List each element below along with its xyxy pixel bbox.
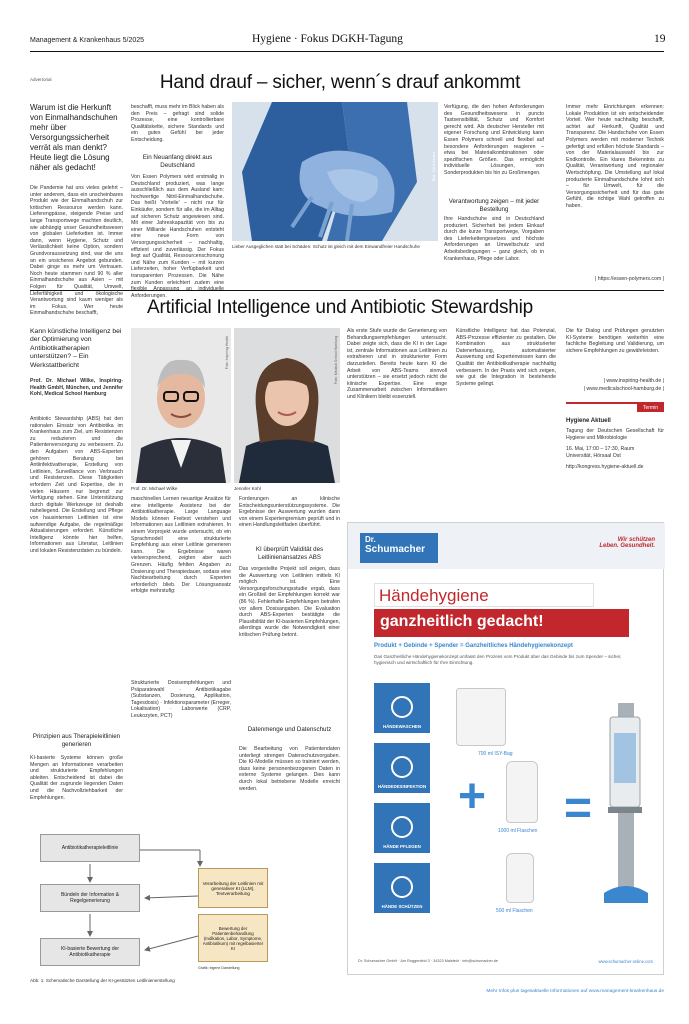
ad-row-desinfektion	[374, 743, 430, 793]
dispenser-illustration	[604, 703, 648, 913]
dispenser-icon	[604, 703, 648, 913]
diagram-box-leitlinie	[40, 834, 140, 862]
article2-col1b: KI-basierte Systeme können große Mengen an Informationen verarbeiten und strukturierte Empfehlungen ableiten. Entscheidend ist dabei die Qualität der zugrunde liegenden Daten und die Nachvollziehbarkeit der Empfehlungen.	[30, 755, 123, 801]
gloves-photo-credit: Bild: Gerd Sauter	[432, 152, 436, 182]
ad-row-waschen	[374, 683, 430, 733]
disinfect-icon	[391, 756, 413, 778]
article1-headline: Hand drauf – sicher, wenn´s drauf ankommt	[159, 72, 521, 93]
article1-kicker: Advertorial	[30, 77, 52, 82]
article2-col3c: Die Bearbeitung von Patientendaten unterliegt strengen Datenschutzvorgaben. Die KI-Modelle müssen so trainiert werden, dass keine personenbezogenen Daten in externe Systeme gelangen. Dies kann durch lokal betriebene Modelle erreicht werden.	[239, 746, 340, 792]
gloves-illustration	[232, 102, 438, 241]
bottle-isy-bag	[456, 688, 506, 746]
gloves-photo	[232, 102, 438, 241]
article2-headline: Artificial Intelligence und Antibiotic Stewardship	[146, 297, 534, 318]
ad-schumacher[interactable]	[347, 522, 664, 975]
care-icon	[391, 816, 413, 838]
diagram-box-verarbeitung	[198, 868, 268, 908]
diagram-box-patient-label: Bewertung der Patientenbehandlung (Indikation, Labor, Symptome, Antibiotikum) mit regelbasierter KI	[202, 925, 264, 951]
header-rule	[30, 51, 664, 52]
bottle-500ml	[506, 853, 534, 903]
article1-col4: Immer mehr Einrichtungen erkennen: Lokale Produktion ist ein entscheidender Vorteil. Wer heute nachhaltig beschafft, achtet auf Herkunft, Qualität und Transparenz. Die Handschuhe von Essen Polymers werden mit moderner Technik gefertigt und erfüllen höchste Standards – von der Materialauswahl bis zur Endkontrolle. Ein klares Bekenntnis zu Qualität, Verantwortung und regionaler Wertschöpfung. Die Umstellung auf lokal produzierte Einmalhandschuhe lohnt sich – für Umwelt, für die Versorgungssicherheit und für das gute Gefühl, die richtige Wahl getroffen zu haben.	[566, 104, 664, 209]
author-photo-kohl-credit: Foto: Medical School Hamburg	[334, 336, 338, 385]
article2-col3b: Das vorgestellte Projekt soll zeigen, dass die Auswertung von Leitlinien mittels KI möglich ist. Eine Versorgungsforschungsstudie ergab, dass ein Großteil der Empfehlungen korrekt war (86 %). Fehlerhafte Empfehlungen betrafen vor allem Dosisangaben. Die Evaluation durch ABS-Experten bestätigte die Plausibilität der KI-basierten Empfehlungen, allerdings wurde die Notwendigkeit einer kritischen Prüfung betont.	[239, 566, 340, 638]
diagram-box-bewertung-label: KI-basierte Bewertung der Antibiotikatherapie	[60, 946, 120, 958]
diagram-box-leitlinie-label: Antibiotikatherapieleitlinie	[61, 845, 119, 851]
article1-col2: beschafft, muss mehr im Blick haben als den Preis – gefragt sind solide Prozesse, eine kontrollierbare Qualitätskette, sichere Standards und ein gutes Gefühl bei jeder Entscheidung.	[131, 104, 224, 143]
author-photo-kohl	[234, 328, 340, 483]
article2-col2: maschinellen Lernen neuartige Ansätze für eine intelligente Assistenz bei der Antibiotikatherapie. Large Language Models können Freitext verstehen und Informationen aus Leitlinien extrahieren. In einem Vorprojekt wurde untersucht, ob ein Sprachmodell eine strukturierte Empfehlung aus einer Leitlinie generieren kann. Die Ergebnisse waren vielversprechend, zeigten aber auch Grenzen. Häufig fehlten Angaben zu Dosierung und Therapiedauer, sodass eine Nachbearbeitung durch Experten erforderlich blieb. Der Lösungsansatz erfolgte mehrstufig:	[131, 496, 231, 595]
article2-col1: Antibiotic Stewardship (ABS) hat den rationalen Einsatz von Antibiotika im Krankenhaus zum Ziel, um Resistenzen zu reduzieren und die Patientenversorgung zu verbessern. Zu den Aufgaben von ABS-Experten gehören: Beratung bei Antiinfektivatherapie, Erstellung von Leitlinien, Surveillance von Verbrauch und Resistenzen. Diese Tätigkeiten erfordern Zeit und Expertise, die in vielen Häusern nur begrenzt zur Verfügung stehen. Eine Unterstützung durch digitale Werkzeuge ist deshalb naheliegend. Die Erstellung und Pflege von hausinternen Leitlinien ist eine aufwendige Aufgabe, die regelmäßige Aktualisierungen erfordert. Künstliche Intelligenz könnte hier helfen, Informationen aus Literatur, Leitlinien und lokalen Resistenzdaten zu bündeln.	[30, 416, 123, 554]
section-title: Hygiene · Fokus DGKH-Tagung	[252, 33, 403, 45]
equals-icon: =	[564, 782, 593, 835]
ad-brand-band	[348, 523, 665, 569]
author-photo-wilke-caption: Prof. Dr. Michael Wilke	[131, 486, 178, 491]
ad-row-schuetzen-label: HÄNDE SCHÜTZEN	[381, 904, 423, 909]
ad-slogan	[599, 537, 655, 549]
bottle-1000ml	[506, 761, 538, 823]
termin-label: Termin	[637, 404, 664, 412]
termin-date: 16. Mai, 17:00 – 17:30, Raum	[566, 446, 635, 452]
footer-note[interactable]: Mehr Infos plus tagesaktuelle Informationen auf www.management-krankenhaus.de	[486, 989, 664, 994]
article2-col6: Die für Dialog und Prüfungen genutzten KI-Systeme benötigen weiterhin eine fachliche Begleitung und Validierung, um sichere Empfehlungen zu gewährleisten.	[566, 328, 664, 354]
ad-row-waschen-label: HÄNDEWASCHEN	[382, 724, 422, 729]
protect-icon	[391, 876, 413, 898]
diagram-box-patient	[198, 914, 268, 962]
author-photo-kohl-caption: Jennifer Kohl	[234, 486, 261, 491]
ad-brand-line1: Dr.	[365, 535, 376, 544]
article2-subhead2: KI überprüft Validität des Leitlinienansatzes ABS	[255, 546, 324, 561]
article1-col2b: Von Essen Polymers wird erstmalig in Deutschland produziert, was lange ausschließlich aus dem Ausland kam: hochwertige Nitril-Einmalhandschuhe. Das heißt 'Vorteile' – nicht nur für Einkäufer, sondern für alle, die im Alltag auf sicheren Schutz angewiesen sind. Mit einer Jahreskapazität von bis zu einer Milliarde Handschuhen entsteht eine neue Form von Versorgungssicherheit – nachhaltig, effizient und zuverlässig. Der Fokus liegt auf Qualität, Ressourcenschonung und Nähe zum Kunden – mit kurzen Lieferzeiten, hoher Verfügbarkeit und transparenten Prozessen. Die Nähe zum Kunden erleichtert zudem eine Anforderungen.	[131, 174, 224, 299]
termin-link[interactable]: http://kongress.hygiene-aktuell.de	[566, 464, 644, 470]
article2-source2: | www.medicalschool-hamburg.de |	[583, 386, 664, 392]
termin-place: Universität, Hörsaal Ost	[566, 453, 621, 459]
gloves-photo-caption: Lieber Ausgeglichen statt bei Schäden: Schutz ist gleich mit dem Einwandfreier Handschuhe	[232, 244, 420, 249]
diagram-box-bewertung	[40, 938, 140, 966]
article2-lead: Kann künstliche Intelligenz bei der Optimierung von Antibiotikatherapien unterstützen? – Ein Werkstattbericht	[30, 328, 122, 369]
ad-row-pflegen-label: HÄNDE PFLEGEN	[383, 844, 421, 849]
article2-source: | www.inspiring-health.de |	[603, 378, 664, 384]
ad-subtitle: ganzheitlich gedacht!	[374, 609, 629, 637]
article2-subhead3: Datenmenge und Datenschutz	[247, 726, 332, 733]
article2-col2-list: Strukturierte Dosisempfehlungen und Präparatewahl · Antibiotikagabe (Substanzen, Dosierung, Applikation, Tagesdosis) · Infektionsparameter (Erreger, Lokalisation) · Laborwerte (CRP, Leukozyten, PCT)	[131, 680, 231, 719]
termin-box	[566, 402, 664, 512]
termin-desc: Tagung der Deutschen Gesellschaft für Hygiene und Mikrobiologie	[566, 428, 664, 441]
ad-concept: Produkt + Gebinde + Spender = Ganzheitliches Händehygienekonzept	[374, 643, 573, 649]
page-number: 19	[654, 33, 666, 45]
article2-col3: Forderungen an klinische Entscheidungsunterstützungssysteme. Die Ergebnisse der Auswertung wurden dann von einem Expertengremium geprüft und in einen Handlungsleitfaden überführt.	[239, 496, 340, 529]
ad-footer-left: Dr. Schumacher GmbH · Am Roggenfeld 3 · 34323 Malsfeld · info@schumacher.de	[358, 959, 498, 963]
ad-footer-right[interactable]: www.schumacher-online.com	[598, 959, 653, 964]
ad-row-pflegen	[374, 803, 430, 853]
bottle-1000ml-label: 1000 ml Flaschen	[498, 828, 538, 834]
ad-icon-column	[374, 683, 430, 925]
article1-lead: Warum ist die Herkunft von Einmalhandschuhen mehr über Versorgungssicherheit verrät als man denkt? Heute liegt die Lösung näher als gedacht!	[30, 103, 118, 172]
ad-brand-logo	[360, 533, 438, 563]
flow-diagram	[30, 826, 340, 976]
ad-brand-line2: Schumacher	[365, 544, 426, 555]
ad-desc: Das Ganzheitliche Händehygienekonzept umfasst den Prozess vom Produkt über das Gebinde bis zum Spender – sicher, hygienisch und wirtschaftlich für Ihre Einrichtung.	[374, 654, 622, 665]
article2-col5: Künstliche Intelligenz hat das Potenzial, ABS-Prozesse effizienter zu gestalten. Die Kombination aus strukturierter Datenerfassung, automatisierter Auswertung und Expertenwissen kann die Qualität der Antibiotikatherapie nachhaltig verbessern. In der Praxis wird sich zeigen, wie gut die Integration in bestehende Systeme gelingt.	[456, 328, 556, 387]
ad-slogan-line2: Leben. Gesundheit.	[599, 543, 655, 549]
ad-row-desinfektion-label: HÄNDEDESINFEKTION	[377, 784, 427, 789]
ad-title: Händehygiene	[374, 583, 594, 607]
diagram-box-buendeln	[40, 884, 140, 912]
man-portrait-illustration	[131, 328, 231, 483]
diagram-credit: Grafik: eigene Darstellung	[198, 966, 240, 970]
woman-portrait-illustration	[234, 328, 340, 483]
article2-subhead1: Prinzipien aus Therapieleitlinien generieren	[32, 733, 121, 748]
ad-row-schuetzen	[374, 863, 430, 913]
author-photo-wilke	[131, 328, 231, 483]
article2-col4: Als erste Stufe wurde die Generierung von Behandlungsempfehlungen untersucht. Dabei zeigte sich, dass die KI in der Lage ist, zentrale Informationen aus Leitlinien zu extrahieren und in strukturierter Form darzustellen. Bereits heute kann KI die Arbeit von ABS-Teams sinnvoll unterstützen – sie ersetzt jedoch nicht die klinische Expertise. Eine enge Zusammenarbeit zwischen Informatikern und Klinikern bleibt essenziell.	[347, 328, 447, 400]
article1-col1: Die Pandemie hat uns vieles gelehrt – unter anderem, dass ein unscheinbares Produkt wie der Einmalhandschuh zur kritischen Ressource werden kann. Lieferengpässe, steigende Preise und lange Transportwege machten deutlich, wie abhängig unser Gesundheitswesen von globalen Lieferketten ist. Immer dann, wenn Hygiene, Schutz und Verlässlichkeit keine Option, sondern Grundvoraussetzung sind, war die uns an ein unsicheres Angebot gebunden. Dabei ginge es mehr um Vertrauen. Noch heute stammen rund 90 % aller Einmalhandschuhe aus Asien – mit Folgen für Qualität, Umwelt, Lieferfähigkeit und ökologische Verantwortung sind kaum weniger als im Fokus. Wer heute Einmalhandschuhe beschafft,	[30, 185, 123, 317]
bottle-isy-bag-label: 700 ml ISY-Bag	[478, 751, 513, 757]
article1-subhead1: Ein Neuanfang direkt aus Deutschland	[142, 154, 213, 169]
diagram-box-buendeln-label: Bündeln der Information & Regelgenerierung	[60, 892, 120, 904]
article2-authors: Prof. Dr. Michael Wilke, Inspiring-Health GmbH, München, und Jennifer Kohl, Medical School Hamburg	[30, 378, 123, 398]
bottle-500ml-label: 500 ml Flaschen	[496, 908, 533, 914]
diagram-caption: Abb. 1: Schematische Darstellung der KI-gestützten Leitlinienerstellung	[30, 978, 175, 983]
handwash-icon	[391, 696, 413, 718]
author-photo-wilke-credit: Foto: Inspiring Health	[225, 336, 229, 370]
article-divider	[30, 290, 664, 291]
publication-label: Management & Krankenhaus 5/2025	[30, 37, 145, 44]
plus-icon: +	[458, 770, 487, 823]
article1-col3: Verfügung, die den hohen Anforderungen des Gesundheitswesens in puncto Tastsensibilität, Schutz und Komfort gerecht wird. Als deutscher Hersteller mit eigener Forschung und Entwicklung kann Essen Polymers schnell und flexibel auf besondere Anforderungen reagieren – etwa bei Materialkombinationen oder spezifischen Größen. Das ermöglicht individuelle Lösungen, von Sonderprodukten bis hin zu Großmengen.	[444, 104, 544, 176]
termin-title: Hygiene Aktuell	[566, 418, 611, 424]
ad-slogan-line1: Wir schützen	[617, 537, 655, 543]
diagram-box-verarbeitung-label: Verarbeitung der Leitlinien mit generativer KI (LLM), Textverarbeitung	[202, 880, 264, 896]
article1-col3b: Ihre Handschuhe sind in Deutschland produziert. Sicherheit bei jedem Einkauf durch die kurze Transportwege, Vorgaben des Lieferkettengesetzes und höchste Anforderungen an Umweltschutz und Arbeitsbedingungen – ganz gleich, ob in Krankenhaus, Pflege oder Labor.	[444, 216, 544, 262]
article1-subhead2: Verantwortung zeigen – mit jeder Bestellung	[448, 198, 540, 213]
article1-source: | https://essen-polymers.com |	[594, 276, 664, 282]
